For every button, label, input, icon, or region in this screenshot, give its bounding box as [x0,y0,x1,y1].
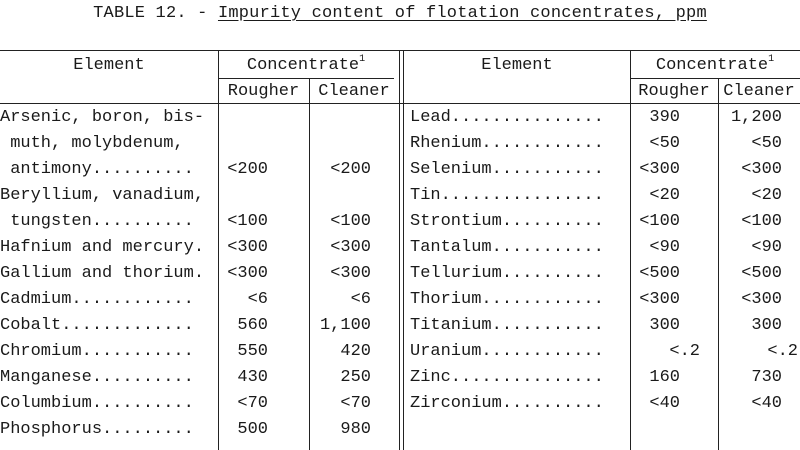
right-row-label: Thorium............ [410,290,604,309]
subheader-rule-left [218,78,394,79]
left-row-label-line: muth, molybdenum, [0,134,184,153]
right-rougher-value: <40 [649,394,680,413]
subheader-rule-right [630,78,800,79]
right-cleaner-value: 1,200 [730,108,782,127]
right-row-label: Zinc............... [410,368,604,387]
right-row-label: Tantalum........... [410,238,604,257]
right-rougher-value: 390 [649,108,680,127]
left-row-label-line: Arsenic, boron, bis- [0,108,205,127]
center-divider-a [399,50,400,450]
right-rougher-value: <90 [649,238,680,257]
left-rougher-value: 560 [237,316,268,335]
left-rougher-value: <200 [227,160,268,179]
left-row-label-line: antimony.......... [0,160,194,179]
left-rougher-value: 550 [237,342,268,361]
right-cleaner-value: <20 [751,186,782,205]
footnote-mark-right: 1 [768,54,775,65]
center-divider-b [403,50,404,450]
left-row-label-line: Cobalt............. [0,316,194,335]
right-cleaner-value: <500 [741,264,782,283]
header-concentrate-left-label: Concentrate [246,56,360,75]
right-row-label: Rhenium............ [410,134,604,153]
right-rougher-value: <.2 [669,342,700,361]
right-row-label: Tellurium.......... [410,264,604,283]
right-rougher-value: 300 [649,316,680,335]
right-row-label: Titanium........... [410,316,604,335]
left-cleaner-value: 250 [340,368,371,387]
left-cleaner-value: <70 [340,394,371,413]
right-rougher-value: <300 [639,160,680,179]
left-row-label-line: tungsten.......... [0,212,194,231]
right-cleaner-value: <40 [751,394,782,413]
left-rougher-value: <100 [227,212,268,231]
header-rougher-left: Rougher [227,82,300,101]
left-row-label-line: Chromium........... [0,342,194,361]
right-cleaner-value: <300 [741,290,782,309]
header-rougher-right: Rougher [638,82,710,101]
right-rougher-value: 160 [649,368,680,387]
table-title [0,4,800,23]
left-row-label-line: Cadmium............ [0,290,194,309]
right-cleaner-value: 730 [751,368,782,387]
table-caption: Impurity content of flotation concentrates, ppm [217,4,707,23]
right-row-label: Zirconium.......... [410,394,604,413]
right-rougher-value: <300 [639,290,680,309]
header-concentrate-right-label: Concentrate [655,56,769,75]
header-concentrate-right [630,54,800,78]
left-rougher-value: 430 [237,368,268,387]
right-cleaner-value: 300 [751,316,782,335]
right-cleaner-value: <300 [741,160,782,179]
right-row-label: Lead............... [410,108,604,127]
right-row-label: Selenium........... [410,160,604,179]
left-rougher-value: <6 [247,290,268,309]
left-row-label-line: Manganese.......... [0,368,194,387]
header-cleaner-left: Cleaner [318,82,390,101]
left-cleaner-value: <300 [330,264,371,283]
left-rougher-value: 500 [237,420,268,439]
header-element-left: Element [73,56,145,75]
left-cleaner-value: 980 [340,420,371,439]
right-row-label: Tin................ [410,186,604,205]
header-concentrate-left [218,54,394,78]
right-rougher-value: <500 [639,264,680,283]
left-rougher-value: <300 [227,238,268,257]
header-element-right: Element [481,56,553,75]
left-rougher-value: <300 [227,264,268,283]
left-cleaner-value: <6 [350,290,371,309]
right-rougher-value: <20 [649,186,680,205]
left-cleaner-value: 420 [340,342,371,361]
left-row-label-line: Hafnium and mercury. [0,238,205,257]
left-row-label-line: Beryllium, vanadium, [0,186,205,205]
right-cleaner-value: <100 [741,212,782,231]
footnote-mark-left: 1 [359,54,366,65]
left-cleaner-value: <200 [330,160,371,179]
right-cleaner-value: <50 [751,134,782,153]
left-row-label-line: Gallium and thorium. [0,264,205,283]
header-cleaner-right: Cleaner [723,82,795,101]
left-row-label-line: Columbium.......... [0,394,194,413]
right-row-label: Strontium.......... [410,212,604,231]
left-cleaner-value: <100 [330,212,371,231]
right-cleaner-value: <90 [751,238,782,257]
right-row-label: Uranium............ [410,342,604,361]
left-row-label-line: Phosphorus......... [0,420,194,439]
left-cleaner-value: 1,100 [319,316,371,335]
right-rougher-value: <100 [639,212,680,231]
top-rule [0,50,800,51]
left-cleaner-value: <300 [330,238,371,257]
right-cleaner-value: <.2 [767,342,798,361]
table-number: TABLE 12. - [93,4,218,23]
right-rougher-value: <50 [649,134,680,153]
left-rougher-value: <70 [237,394,268,413]
